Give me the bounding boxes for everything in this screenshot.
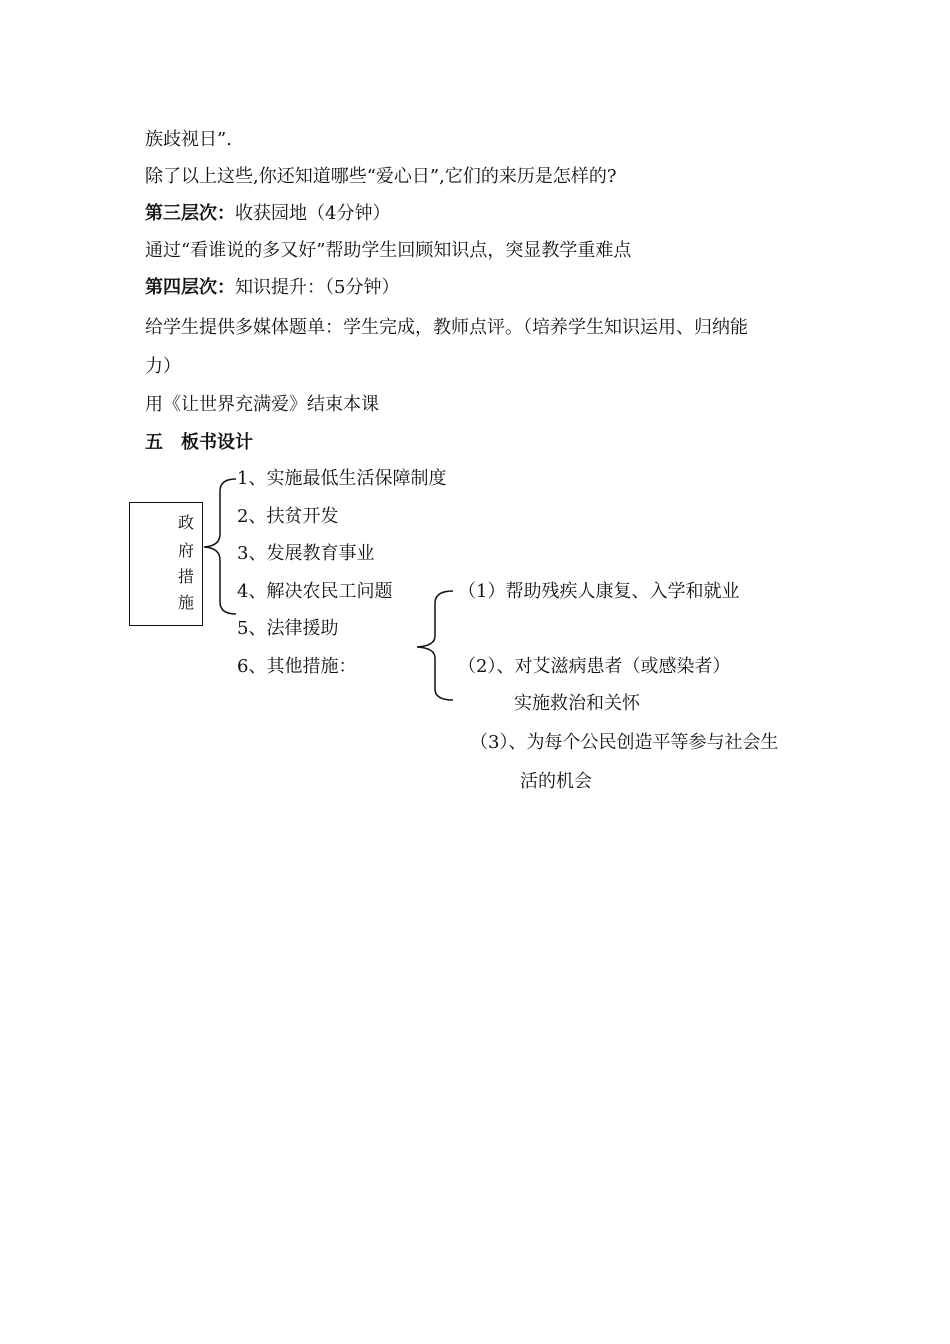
board-item: 4、解决农民工问题	[237, 581, 393, 602]
section-heading: 五 板书设计	[145, 432, 253, 453]
level-four-line	[145, 276, 399, 300]
text-line: 力）	[145, 356, 181, 377]
level-three-heading: 第三层次：	[145, 203, 235, 224]
level-three-line	[145, 202, 390, 226]
board-item: 5、法律援助	[237, 618, 339, 639]
text-line: 族歧视日”.	[145, 129, 232, 150]
text-line: 给学生提供多媒体题单：学生完成，教师点评。（培养学生知识运用、归纳能	[145, 317, 748, 338]
sub-item: （1）帮助残疾人康复、入学和就业	[458, 581, 740, 602]
box-char: 措	[178, 567, 195, 586]
box-char: 府	[178, 541, 195, 560]
right-brace-icon	[413, 588, 457, 703]
box-char: 政	[178, 513, 195, 532]
sub-item-continuation: 实施救治和关怀	[514, 693, 640, 714]
text-line: 除了以上这些,你还知道哪些“爱心日”,它们的来历是怎样的?	[145, 166, 617, 187]
board-item: 6、其他措施：	[237, 656, 357, 677]
board-item: 1、实施最低生活保障制度	[237, 468, 447, 489]
text-line: 通过“看谁说的多又好”帮助学生回顾知识点，突显教学重难点	[145, 240, 632, 261]
left-brace-icon	[200, 476, 240, 616]
sub-item: （3）、为每个公民创造平等参与社会生	[470, 732, 779, 753]
board-item: 2、扶贫开发	[237, 506, 339, 527]
level-four-heading: 第四层次：	[145, 277, 235, 298]
level-three-body: 收获园地（4分钟）	[235, 203, 391, 224]
sub-item-continuation: 活的机会	[520, 771, 592, 792]
sub-item: （2）、对艾滋病患者（或感染者）	[458, 656, 731, 677]
box-char: 施	[178, 593, 195, 612]
board-item: 3、发展教育事业	[237, 543, 375, 564]
level-four-body: 知识提升：（5分钟）	[235, 277, 400, 298]
text-line: 用《让世界充满爱》结束本课	[145, 394, 379, 415]
